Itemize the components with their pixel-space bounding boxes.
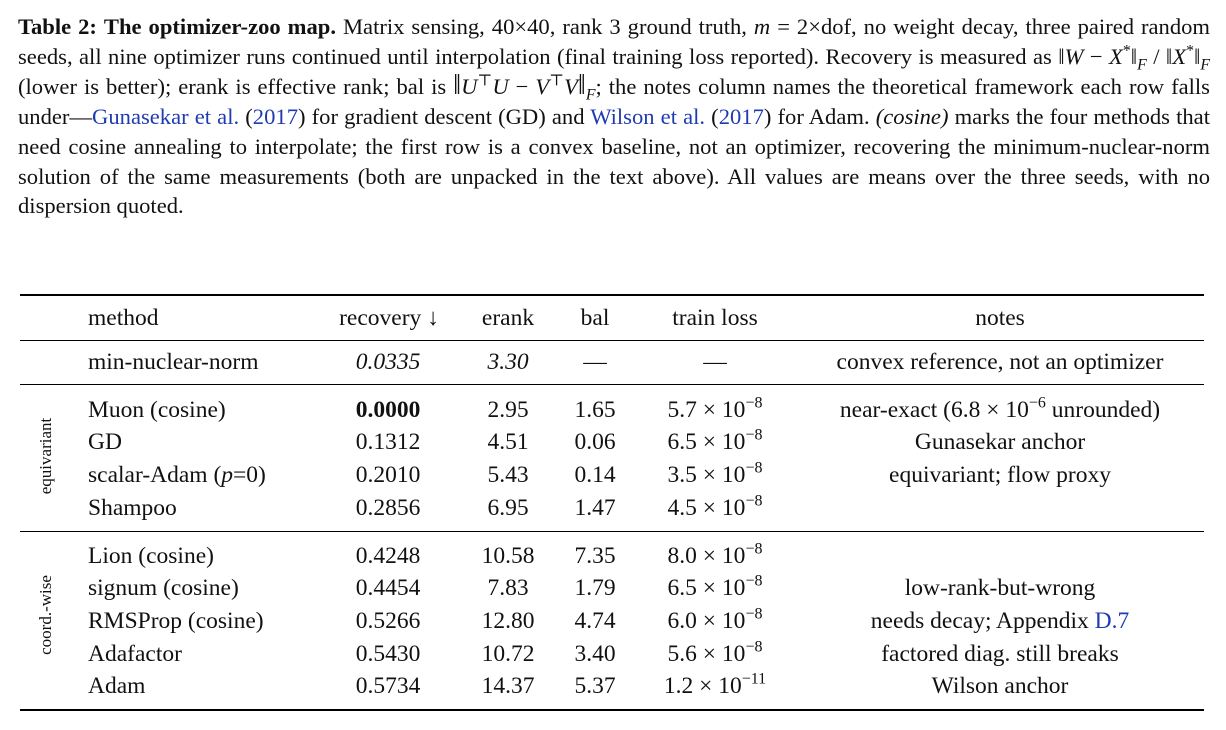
caption-text: ) for Adam.: [763, 103, 876, 129]
caption-label: Table 2:: [18, 14, 97, 39]
method-text: =0): [233, 462, 266, 488]
ref-erank: 3.30: [487, 349, 529, 375]
appendix-link[interactable]: D.7: [1094, 608, 1130, 634]
notes-text: needs decay; Appendix: [870, 608, 1095, 634]
table-row-notes: low-rank-but-wrong: [904, 575, 1096, 601]
loss-exponent: −11: [741, 670, 767, 688]
method-text: scalar-Adam (: [88, 462, 222, 488]
table-row-train-loss: $5.7 \times 10^{-8}$: [667, 394, 763, 423]
notes-text: near-exact (6.8 × 10: [839, 397, 1029, 423]
header-rule: [20, 340, 1204, 341]
table-row-train-loss: $6.5 \times 10^{-8}$: [667, 426, 763, 455]
header-recovery: recovery ↓: [339, 305, 439, 331]
table-row-notes: equivariant; flow proxy: [889, 462, 1111, 488]
table-row-train-loss: $6.5 \times 10^{-8}$: [667, 572, 763, 601]
loss-mantissa: 8.0: [667, 543, 697, 569]
ref-bal: —: [583, 349, 607, 375]
loss-exponent: −8: [745, 572, 763, 590]
table-row-bal: 4.74: [574, 608, 616, 634]
table-row-erank: 10.58: [481, 543, 535, 569]
loss-exponent: −8: [745, 492, 763, 510]
table-row-erank: 12.80: [481, 608, 535, 634]
loss-exponent: −8: [745, 605, 763, 623]
caption-title: The optimizer-zoo map.: [103, 14, 336, 39]
table-row-method: Lion (cosine): [88, 543, 214, 569]
table-row-train-loss: $4.5 \times 10^{-8}$: [667, 492, 763, 521]
table-row-erank: 10.72: [481, 641, 535, 667]
table-row-method: GD: [88, 429, 122, 455]
table-row-bal: 3.40: [574, 641, 616, 667]
table-row-train-loss: $5.6 \times 10^{-8}$: [667, 638, 763, 667]
caption-text: ; the notes column names the theoretical framework each row falls under—: [18, 73, 1210, 129]
table-row-recovery: 0.5266: [355, 608, 421, 634]
loss-exponent: −8: [745, 540, 763, 558]
table-row-erank: 14.37: [481, 673, 535, 699]
table-row-notes: [871, 607, 1129, 635]
citation-gunasekar[interactable]: Gunasekar et al.: [92, 103, 240, 129]
group-label-coordwise: coord.-wise: [36, 575, 55, 655]
table-row-recovery: 0.5430: [355, 641, 421, 667]
table-row-recovery: 0.5734: [355, 673, 421, 699]
caption-text: (lower is better); erank is effective rank; bal is: [18, 73, 454, 99]
caption-text: marks the four methods that need cosine annealing to interpolate; the first row is a convex baseline, not an optimizer, recovering the minimum-nuclear-norm solution of the same measurements (both are unpacked in the text above). All values are means over the three seeds, with no dispersion quoted.: [18, 103, 1210, 219]
table-row-train-loss: $8.0 \times 10^{-8}$: [667, 540, 763, 569]
ref-method: min-nuclear-norm: [88, 349, 259, 375]
citation-wilson[interactable]: Wilson et al.: [590, 103, 706, 129]
table-bottom-rule: [20, 709, 1204, 711]
table-row-bal: 1.65: [574, 397, 616, 423]
table-row-recovery: 0.4248: [355, 543, 421, 569]
ref-notes: convex reference, not an optimizer: [836, 349, 1164, 375]
table-row-bal: 0.06: [574, 429, 616, 455]
table-row-recovery: 0.1312: [355, 429, 421, 455]
loss-mantissa: 6.5: [667, 575, 697, 601]
reference-rule: [20, 384, 1204, 385]
loss-mantissa: 1.2: [663, 673, 694, 699]
table-row-notes: Wilson anchor: [931, 673, 1069, 699]
table-row-bal: 1.79: [574, 575, 616, 601]
loss-mantissa: 5.6: [667, 641, 697, 667]
loss-exponent: −8: [745, 394, 763, 412]
ref-recovery: 0.0335: [355, 349, 421, 375]
table-row-bal: 7.35: [574, 543, 616, 569]
group-rule: [20, 531, 1204, 532]
header-method: method: [88, 305, 159, 331]
table-row-bal: 0.14: [574, 462, 616, 488]
header-erank: erank: [481, 305, 535, 331]
table-top-rule: [20, 294, 1204, 296]
table-row-method: [88, 461, 266, 489]
balance-formula: ‖U⊤U − $V^⊤V‖_F$: [453, 69, 596, 104]
table-row-bal: 1.47: [574, 495, 616, 521]
table-row-recovery: 0.2856: [355, 495, 421, 521]
table-row-erank: 7.83: [487, 575, 529, 601]
caption-text: (: [239, 103, 253, 129]
ref-train-loss: —: [703, 349, 727, 375]
table-row-erank: 6.95: [487, 495, 529, 521]
notes-text: unrounded): [1045, 397, 1161, 423]
table-row-notes: Gunasekar anchor: [914, 429, 1086, 455]
caption-text: Matrix sensing, 40×40, rank 3 ground truth,: [342, 14, 754, 39]
loss-mantissa: 5.7: [667, 397, 697, 423]
table-row-bal: 5.37: [574, 673, 616, 699]
recovery-formula: ‖W − $X^*‖_F$ / $‖X^*‖_F$: [1058, 42, 1210, 74]
table-row-train-loss: $6.0 \times 10^{-8}$: [667, 605, 763, 634]
table-caption: [18, 12, 1210, 221]
table-row-method: signum (cosine): [88, 575, 239, 601]
table-row-method: Adafactor: [88, 641, 182, 667]
caption-math-m: m: [753, 14, 771, 39]
table-row-recovery: 0.2010: [355, 462, 421, 488]
table-row-method: Muon (cosine): [88, 397, 226, 423]
group-label-equivariant: equivariant: [36, 417, 55, 495]
table-row-notes: [840, 396, 1160, 424]
loss-exponent: −8: [745, 459, 763, 477]
table-row-recovery: 0.4454: [355, 575, 421, 601]
notes-exponent: −6: [1028, 394, 1046, 412]
table-row-method: RMSProp (cosine): [88, 608, 264, 634]
table-row-erank: 5.43: [487, 462, 529, 488]
caption-cosine-mark: (cosine): [875, 103, 949, 129]
header-train-loss: train loss: [672, 305, 758, 331]
loss-mantissa: 6.0: [667, 608, 697, 634]
header-notes: notes: [975, 305, 1025, 331]
loss-exponent: −8: [745, 426, 763, 444]
table-row-erank: 2.95: [487, 397, 529, 423]
caption-text: (: [705, 103, 719, 129]
table-row-method: Shampoo: [88, 495, 177, 521]
table-row-train-loss: $1.2 \times 10^{-11}$: [663, 670, 767, 699]
caption-text: ) for gradient descent (GD) and: [297, 103, 591, 129]
table-row-erank: 4.51: [487, 429, 529, 455]
method-math-p: p: [221, 462, 234, 488]
citation-wilson-year[interactable]: 2017: [718, 103, 764, 129]
citation-gunasekar-year[interactable]: 2017: [252, 103, 298, 129]
caption-text: = 2×dof, no weight decay, three paired random seeds, all nine optimizer runs continued until interpolation (final training loss reported). Recovery is measured as: [18, 14, 1211, 69]
table-row-notes: factored diag. still breaks: [881, 641, 1119, 667]
loss-mantissa: 3.5: [667, 462, 697, 488]
loss-mantissa: 4.5: [667, 495, 697, 521]
loss-mantissa: 6.5: [667, 429, 697, 455]
header-bal: bal: [580, 305, 610, 331]
table-row-train-loss: $3.5 \times 10^{-8}$: [667, 459, 763, 488]
loss-exponent: −8: [745, 638, 763, 656]
table-row-recovery: 0.0000: [355, 397, 421, 423]
table-row-method: Adam: [88, 673, 146, 699]
